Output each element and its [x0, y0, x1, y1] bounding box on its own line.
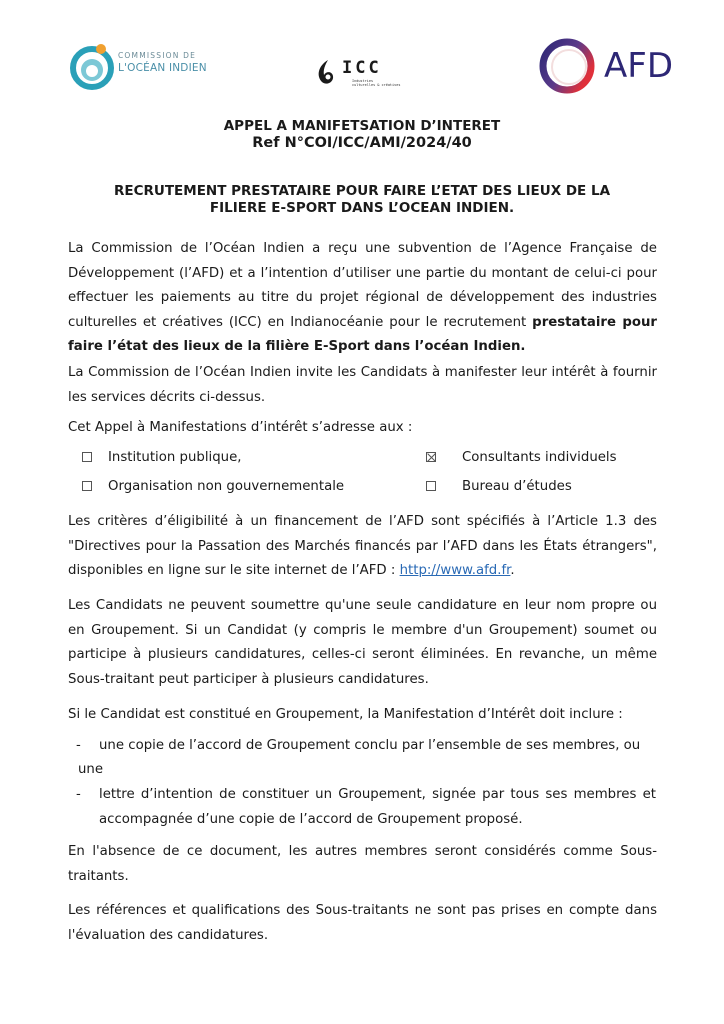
invite-text: La Commission de l’Océan Indien invite les Candidats à manifester leur intérêt à fournir les services décrits ci-dessus. [68, 365, 657, 405]
bullet-connector [78, 758, 103, 783]
checkbox-label: Bureau d’études [462, 479, 572, 494]
coi-emblem-icon [70, 40, 116, 90]
icc-emblem-icon [314, 58, 338, 88]
references-text: Les références et qualifications des Sous-traitants ne sont pas prises en compte dans l'évaluation des candidatures. [68, 903, 657, 943]
bullet-dash: - [76, 787, 81, 802]
bullet-text: lettre d’intention de constituer un Groupement, signée par tous ses membres et accompagnée d’une copie de l’accord de Groupement proposé. [99, 787, 656, 827]
checkbox-institution-publique[interactable] [82, 448, 242, 468]
eligibility-text: Les critères d’éligibilité à un financement de l’AFD sont spécifiés à l’Article 1.3 des "Directives pour la Passation des Marchés financés par l’AFD dans les États étrangers", disponibles en ligne sur le site internet de l’AFD : [68, 514, 657, 578]
document-title [0, 118, 724, 152]
bullet-text: une copie de l’accord de Groupement conclu par l’ensemble de ses membres, ou [99, 738, 641, 753]
addressed-to-text: Cet Appel à Manifestations d’intérêt s’adresse aux : [68, 420, 413, 435]
coi-logo-line1: COMMISSION DE [118, 51, 197, 60]
intro-bold-text: prestataire pour faire l’état des lieux de la filière E-Sport dans l’océan Indien. [68, 314, 657, 354]
checkbox-bureau-etudes[interactable] [426, 477, 572, 497]
icc-logo [314, 56, 404, 92]
invite-paragraph [68, 361, 657, 410]
checkbox-unchecked-icon[interactable] [82, 481, 92, 491]
intro-paragraph [68, 237, 657, 360]
afd-logo-word: AFD [604, 46, 673, 86]
group-intro-text: Si le Candidat est constitué en Groupement, la Manifestation d’Intérêt doit inclure : [68, 707, 623, 722]
afd-ring-icon [538, 36, 598, 96]
coi-logo [70, 38, 210, 94]
bullet-item-2 [76, 783, 656, 832]
eligibility-paragraph [68, 510, 657, 584]
single-application-paragraph [68, 594, 657, 692]
absence-text: En l'absence de ce document, les autres membres seront considérés comme Sous-traitants. [68, 844, 657, 884]
absence-paragraph [68, 840, 657, 889]
subject-line2: FILIERE E-SPORT DANS L’OCEAN INDIEN. [209, 200, 515, 216]
coi-logo-line2: L'OCÉAN INDIEN [118, 62, 207, 74]
intro-text: La Commission de l’Océan Indien a reçu une subvention de l’Agence Française de Développement (l’AFD) et a l’intention d’utiliser une partie du montant de celui-ci pour effectuer les paiements au titre du projet régional de développement des industries culturelles et créatives (ICC) en Indianocéanie pour le recrutement [68, 241, 657, 330]
afd-logo [538, 36, 683, 96]
checkbox-label: Consultants individuels [462, 450, 617, 465]
icc-logo-word: ICC [342, 58, 382, 78]
checkbox-label: Organisation non gouvernementale [108, 479, 345, 494]
icc-logo-subtitle [352, 79, 400, 87]
document-subject [0, 183, 724, 217]
eligibility-end: . [510, 563, 515, 578]
checkbox-checked-icon[interactable] [426, 452, 436, 462]
checkbox-unchecked-icon[interactable] [426, 481, 436, 491]
icc-subtitle-line1: Industries [352, 79, 374, 83]
checkbox-label: Institution publique, [108, 450, 242, 465]
reference-number: Ref N°COI/ICC/AMI/2024/40 [252, 135, 472, 151]
title-line1: APPEL A MANIFETSATION D’INTERET [223, 118, 501, 134]
group-intro-paragraph [68, 703, 657, 728]
bullet-dash: - [76, 738, 81, 753]
bullet-connector-text: une [78, 762, 104, 777]
references-paragraph [68, 899, 657, 948]
coi-logo-text [118, 50, 207, 74]
checkbox-ong[interactable] [82, 477, 344, 497]
subject-line1: RECRUTEMENT PRESTATAIRE POUR FAIRE L’ETAT DES LIEUX DE LA [113, 183, 611, 199]
checkbox-unchecked-icon[interactable] [82, 452, 92, 462]
checkbox-consultants-individuels[interactable] [426, 448, 617, 468]
afd-website-link[interactable]: http://www.afd.fr [399, 563, 511, 578]
icc-subtitle-line2: culturelles & créatives [352, 83, 401, 87]
addressed-to-paragraph [68, 416, 657, 441]
single-application-text: Les Candidats ne peuvent soumettre qu'une seule candidature en leur nom propre ou en Groupement. Si un Candidat (y compris le membre d'un Groupement) soumet ou participe à plusieurs candidatures, celles-ci seront éliminées. En revanche, un même Sous-traitant peut participer à plusieurs candidatures. [68, 598, 657, 687]
